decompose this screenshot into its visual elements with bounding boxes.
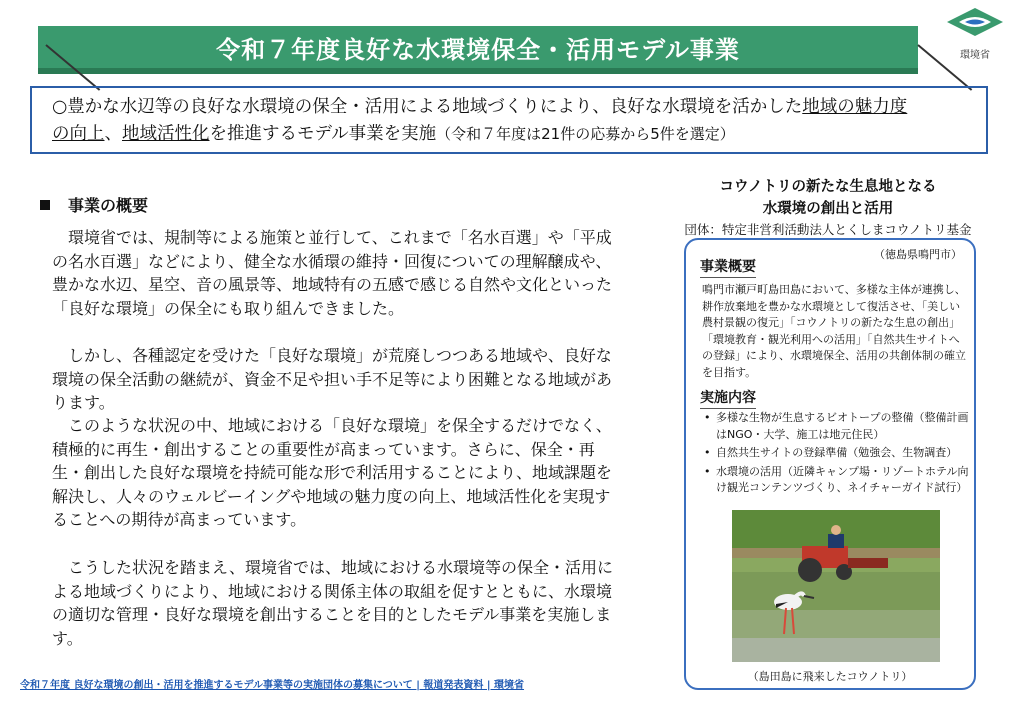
banner-decoration-line [45,44,100,91]
summary-highlight: 地域活性化 [122,124,210,144]
overview-paragraph: 環境省では、規制等による施策と並行して、これまで「名水百選」や「平成の名水百選」などにより、健全な水循環の維持・回復についての理解醸成や、豊かな水辺、星空、音の風景等、地域特有の五感で感じる自然や文化といった「良好な環境」の保全にも取り組んできました。 [52,228,613,318]
square-bullet-icon [40,200,50,210]
case-overview-text: 鳴門市瀬戸町島田島において、多様な主体が連携し、耕作放棄地を豊かな水環境として復活させ、「美しい農村景観の復元」「コウノトリの新たな生息の創出」「環境教育・観光利用への活用」「自然共生サイトへの登録」により、水環境保全、活用の共創体制の確立を目指す。 [702,283,966,379]
case-overview-heading: 事業概要 [700,256,756,278]
case-title [680,176,976,220]
ministry-logo [940,6,1010,66]
page-title: 令和７年度良好な水環境保全・活用モデル事業 [216,35,740,64]
summary-text: 、 [104,124,122,144]
overview-paragraph: このような状況の中、地域における「良好な環境」を保全するだけでなく、積極的に再生・創出することの重要性が高まっています。さらに、保全・再生・創出した良好な環境を持続可能な形で利活用することにより、地域課題を解決し、人々のウェルビーイングや地域の魅力度の向上、地域活性化を実現することへの期待が高まっています。 [52,416,613,529]
summary-note: （令和７年度は21件の応募から5件を選定） [436,125,735,143]
press-release-link[interactable]: 令和７年度 良好な環境の創出・活用を推進するモデル事業等の実施団体の募集について | 報道発表資料 | 環境省 [20,680,525,691]
logo-text: 環境省 [960,50,990,61]
summary-text: ○豊かな水辺等の良好な水環境の保全・活用による地域づくりにより、良好な水環境を活かした [52,97,803,117]
case-title-line: 水環境の創出と活用 [762,201,894,217]
summary-box [30,86,988,154]
title-banner [38,26,918,74]
list-item: • 多様な生物が生息するビオトープの整備（整備計画はNGO・大学、施工は地元住民） [702,410,970,443]
case-card [684,238,976,690]
overview-heading [40,193,148,216]
case-actions-heading: 実施内容 [700,387,756,409]
ministry-logo-icon [945,6,1005,40]
case-location: （徳島県鳴門市） [874,248,962,261]
case-organization: 団体：特定非営利活動法人とくしまコウノトリ基金 [684,222,972,237]
case-actions-list [702,410,970,499]
summary-text: を推進するモデル事業を実施 [209,124,437,144]
overview-paragraph: しかし、各種認定を受けた「良好な環境」が荒廃しつつある地域や、良好な環境の保全活動の継続が、資金不足や担い手不足等により困難となる地域があります。 [52,346,613,412]
list-item: • 自然共生サイトの登録準備（勉強会、生物調査） [702,445,970,462]
photo-caption: （島田島に飛来したコウノトリ） [747,670,913,683]
list-item: • 水環境の活用（近隣キャンプ場・リゾートホテル向け観光コンテンツづくり、ネイチャーガイド試行） [702,464,970,497]
overview-heading-text: 事業の概要 [68,196,149,215]
stork-tractor-photo [732,510,940,662]
summary-highlight: 地域の魅力度 [802,97,908,117]
summary-highlight: の向上 [52,124,105,144]
overview-paragraph: こうした状況を踏まえ、環境省では、地域における水環境等の保全・活用による地域づくりにより、地域における関係主体の取組を促すとともに、水環境の適切な管理・良好な環境を創出することを目的としたモデル事業を実施します。 [52,558,613,648]
case-title-line: コウノトリの新たな生息地となる [719,179,937,195]
